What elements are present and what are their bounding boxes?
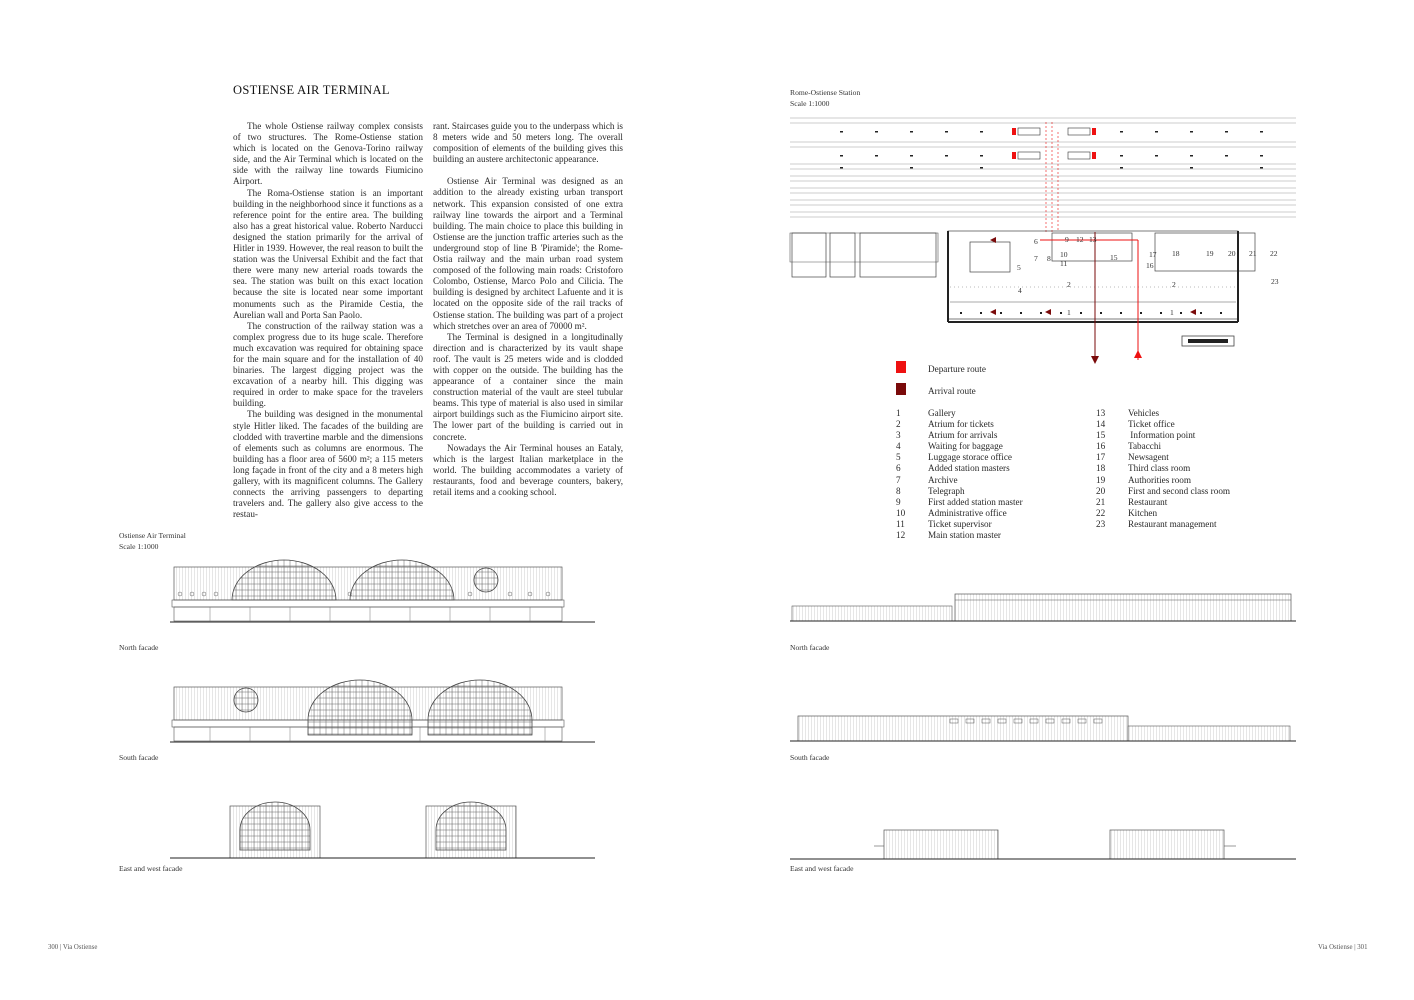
legend-row [1096,463,1230,474]
room-number: 11 [896,518,905,529]
room-name: Luggage storace office [928,452,1013,463]
room-name: Newsagent [1128,452,1169,463]
caption: North facade [790,643,830,652]
plan-label: 21 [1249,249,1257,258]
legend-row [1096,519,1230,530]
room-number: 9 [896,496,901,507]
drawing-title: Rome-Ostiense Station [790,88,861,97]
station-north-facade [790,588,1296,624]
room-name: First and second class room [1128,485,1231,496]
room-legend-right [1096,408,1230,530]
room-number: 1 [896,408,901,418]
plan-label: 6 [1034,237,1038,246]
legend-row [896,419,1023,430]
legend-row [896,497,1023,508]
room-name: Restaurant [1128,496,1168,507]
room-name: Ticket supervisor [928,518,992,529]
room-number: 22 [1096,507,1106,518]
arrival-route-swatch [896,383,906,395]
legend-row [1096,475,1230,486]
plan-label: 17 [1149,250,1157,259]
room-name: Telegraph [928,485,965,496]
plan-label: 16 [1146,261,1154,270]
room-legend-left [896,408,1023,541]
room-name: Restaurant management [1128,518,1217,529]
legend-row [896,530,1023,541]
room-number: 4 [896,441,901,452]
departure-route-label: Departure route [928,364,986,374]
room-number: 23 [1096,518,1106,529]
plan-label: 2 [1067,280,1071,289]
room-number: 8 [896,485,901,496]
plan-label: 11 [1060,259,1068,268]
room-name: Atrium for arrivals [928,430,998,441]
room-name: Main station master [928,530,1001,541]
departure-route-swatch [896,361,906,373]
plan-label: 1 [1170,308,1174,317]
text-column-1 [233,121,423,520]
air-terminal-south-facade [170,680,600,750]
legend-row [896,463,1023,474]
paragraph: The building was designed in the monumental style Hitler liked. The facades of the building are clodded with travertine marble and the dimensions of elements such as columns are enormous. The building has a floor area of 5600 m²; a 115 meters long façade in front of the city and a 8 meters high gallery, with its magnificent columns. The Gallery connects the arriving passengers to departing travelers and. The gallery also give access to the restau- [233,409,423,520]
text-column-2 [433,121,623,498]
paragraph: Nowadays the Air Terminal houses an Eataly, which is the largest Italian marketplace in the world. The building accommodates a variety of restaurants, food and beverage counters, bakery, retail items and a cooking school. [433,442,623,497]
room-number: 5 [896,452,901,463]
room-number: 17 [1096,452,1106,463]
room-number: 13 [1096,408,1106,418]
room-number: 7 [896,474,901,485]
legend-row [896,519,1023,530]
room-name: Vehicles [1128,408,1160,418]
legend-row [896,408,1023,419]
room-number: 3 [896,430,901,441]
plan-label: 22 [1270,249,1278,258]
legend-row [1096,452,1230,463]
room-name: Authorities room [1128,474,1192,485]
drawing-scale: Scale 1:1000 [119,542,159,551]
paragraph: The whole Ostiense railway complex consists of two structures. The Rome-Ostiense station which is located on the Genova-Torino railway side, and the Air Terminal which is located on the side with the railway line towards Fiumicino Airport. [233,121,423,187]
plan-label: 10 [1060,250,1068,259]
room-name: Administrative office [928,507,1007,518]
legend-row [1096,486,1230,497]
air-terminal-east-west-facade [170,800,600,862]
plan-label: 20 [1228,249,1236,258]
plan-label: 8 [1047,254,1051,263]
paragraph: rant. Staircases guide you to the underpass which is 8 meters wide and 50 meters long. The overall composition of elements of the building gives this building an austere architectonic appearance. [433,121,623,165]
drawing-title: Ostiense Air Terminal [119,531,186,540]
plan-label: 15 [1110,253,1118,262]
plan-label: 19 [1206,249,1214,258]
legend-row [1096,497,1230,508]
legend-row [1096,441,1230,452]
paragraph: The construction of the railway station was a complex progress due to its huge scale. Therefore much excavation was required for obtaining space for the main square and for the installation of 40 binaries. The largest digging project was the excavation of a nearby hill. This digging was required in order to make space for the travelers building. [233,320,423,409]
caption: South facade [119,753,159,762]
room-name: Third class room [1128,463,1191,474]
station-east-west-facade [790,826,1296,862]
room-number: 2 [896,419,901,430]
room-name: Atrium for tickets [928,419,994,430]
plan-label: 1 [1067,308,1071,317]
legend-row [1096,508,1230,519]
plan-label: 13 [1089,235,1097,244]
room-number: 15 [1096,430,1106,441]
drawing-scale: Scale 1:1000 [790,99,830,108]
station-south-facade [790,708,1296,744]
arrival-route-label: Arrival route [928,386,976,396]
room-name: Information point [1128,430,1196,441]
plan-label: 7 [1034,254,1038,263]
paragraph: Ostiense Air Terminal was designed as an addition to the already existing urban transport network. This expansion consisted of one extra railway line towards the airport and a Terminal building. The main choice to place this building in Ostiense are the junction traffic arteries such as the underground stop of line B 'Piramide'; the Rome-Ostia railway and the main urban road system composed of the following main roads: Cristoforo Colombo, Ostiense, Marco Polo and Cilicia. The building is designed by architect Lafuente and it is located on the opposite side of the rail tracks of Ostiense station. The building was part of a project which stretches over an area of 70000 m². [433,176,623,331]
room-number: 14 [1096,419,1106,430]
room-name: Added station masters [928,463,1010,474]
caption: North facade [119,643,159,652]
legend-row [1096,408,1230,419]
air-terminal-north-facade [170,560,600,630]
room-number: 10 [896,507,906,518]
legend-row [896,486,1023,497]
paragraph: The Terminal is designed in a longitudinally direction and is characterized by its vault shape roof. The vault is 25 meters wide and is clodded with copper on the outside. The building has the appearance of a container since the main construction material of the vault are steel tubular beams. This type of material is also used in similar airport buildings such as the Fiumicino airport site. The lower part of the building is carried out in concrete. [433,331,623,442]
legend-row [896,441,1023,452]
station-floor-plan [790,112,1296,362]
plan-label: 23 [1271,277,1279,286]
legend-row [896,475,1023,486]
room-number: 21 [1096,496,1106,507]
room-name: Ticket office [1128,419,1175,430]
legend-row [1096,419,1230,430]
room-name: First added station master [928,496,1023,507]
room-name: Waiting for baggage [928,441,1003,452]
legend-row [896,430,1023,441]
page-folio-right: Via Ostiense | 301 [1318,944,1368,951]
room-number: 16 [1096,441,1106,452]
room-name: Kitchen [1128,507,1158,518]
legend-row [896,452,1023,463]
plan-label: 4 [1018,286,1022,295]
room-number: 19 [1096,474,1106,485]
plan-label: 12 [1076,235,1084,244]
caption: East and west facade [119,864,183,873]
plan-label: 2 [1172,280,1176,289]
plan-label: 9 [1065,235,1069,244]
caption: East and west facade [790,864,854,873]
paragraph: The Roma-Ostiense station is an important building in the neighborhood since it functions as a reference point for the entire area. The building also has a great historical value. Roberto Narducci designed the station primarily for the arrival of Hitler in 1939. However, the real reason to built the station was the Universal Exhibit and the fact that there were many new arterial roads towards the sea. The station was built on this exact location because the site is located near some important monuments such as the Piramide Cestia, the Aurelian wall and Porta San Paolo. [233,187,423,320]
legend-row [896,508,1023,519]
plan-label: 5 [1017,263,1021,272]
room-name: Tabacchi [1128,441,1162,452]
room-number: 20 [1096,485,1106,496]
page-folio-left: 300 | Via Ostiense [48,944,98,951]
page-title: OSTIENSE AIR TERMINAL [233,83,390,97]
legend-row [1096,430,1230,441]
room-number: 18 [1096,463,1106,474]
room-name: Archive [928,474,958,485]
room-number: 12 [896,530,906,541]
plan-label: 18 [1172,249,1180,258]
caption: South facade [790,753,830,762]
room-number: 6 [896,463,901,474]
room-name: Gallery [928,408,956,418]
